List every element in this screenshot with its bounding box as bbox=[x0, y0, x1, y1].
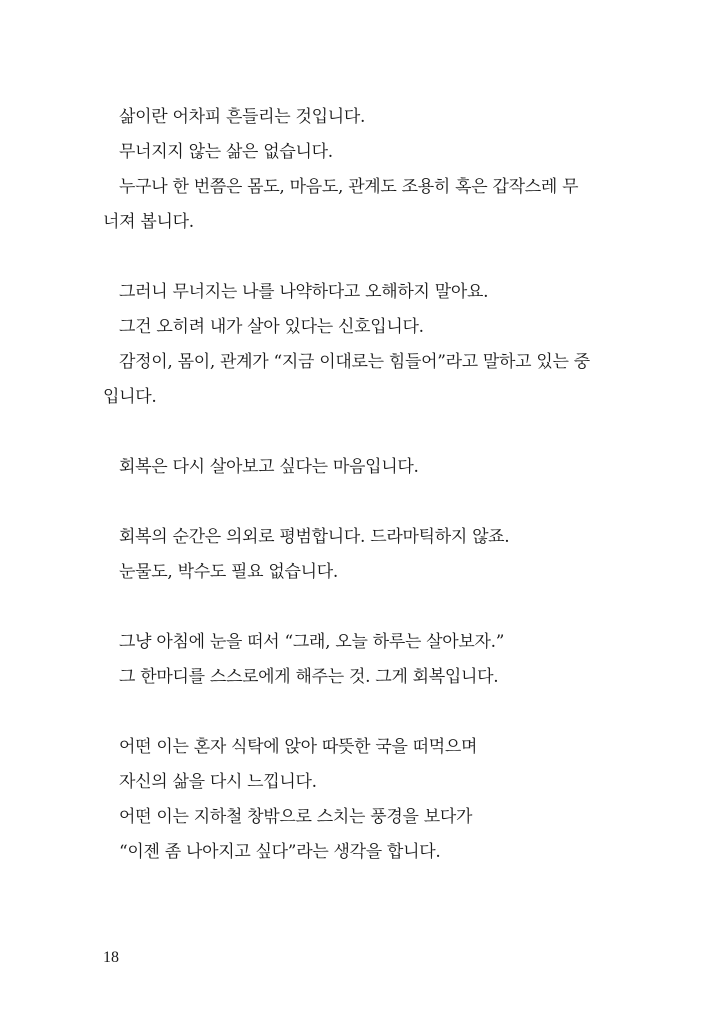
text-line: 어떤 이는 혼자 식탁에 앉아 따뜻한 국을 떠먹으며 bbox=[119, 737, 478, 757]
paragraph-5 bbox=[103, 625, 603, 695]
paragraph-gap bbox=[103, 485, 603, 520]
text-line: 회복은 다시 살아보고 싶다는 마음입니다. bbox=[119, 457, 419, 477]
paragraph-gap bbox=[103, 240, 603, 275]
text-line: 회복의 순간은 의외로 평범합니다. 드라마틱하지 않죠. bbox=[119, 527, 510, 547]
text-line: 그러니 무너지는 나를 나약하다고 오해하지 말아요. bbox=[119, 282, 489, 302]
text-line: 그 한마디를 스스로에게 해주는 것. 그게 회복입니다. bbox=[119, 667, 499, 687]
text-line: 삶이란 어차피 흔들리는 것입니다. bbox=[119, 107, 366, 127]
text-line: 무너지지 않는 삶은 없습니다. bbox=[119, 142, 333, 162]
paragraph-6 bbox=[103, 730, 603, 870]
text-line: 어떤 이는 지하철 창밖으로 스치는 풍경을 보다가 bbox=[119, 807, 473, 827]
paragraph-4 bbox=[103, 520, 603, 590]
paragraph-2 bbox=[103, 275, 603, 415]
text-line: “이젠 좀 나아지고 싶다”라는 생각을 합니다. bbox=[119, 842, 441, 862]
text-line: 그건 오히려 내가 살아 있다는 신호입니다. bbox=[119, 317, 424, 337]
paragraph-gap bbox=[103, 695, 603, 730]
paragraph-gap bbox=[103, 415, 603, 450]
paragraph-3 bbox=[103, 450, 603, 485]
text-line: 눈물도, 박수도 필요 없습니다. bbox=[119, 562, 338, 582]
text-line: 너져 봅니다. bbox=[103, 212, 194, 232]
text-line: 누구나 한 번쯤은 몸도, 마음도, 관계도 조용히 혹은 갑작스레 무 bbox=[119, 177, 579, 197]
paragraph-gap bbox=[103, 590, 603, 625]
paragraph-1 bbox=[103, 100, 603, 240]
page-number: 18 bbox=[103, 949, 119, 966]
body-text bbox=[103, 100, 603, 870]
text-line: 감정이, 몸이, 관계가 “지금 이대로는 힘들어”라고 말하고 있는 중 bbox=[119, 352, 590, 372]
text-line: 입니다. bbox=[103, 387, 157, 407]
text-line: 그냥 아침에 눈을 떠서 “그래, 오늘 하루는 살아보자.” bbox=[119, 632, 505, 652]
text-line: 자신의 삶을 다시 느낍니다. bbox=[119, 772, 317, 792]
